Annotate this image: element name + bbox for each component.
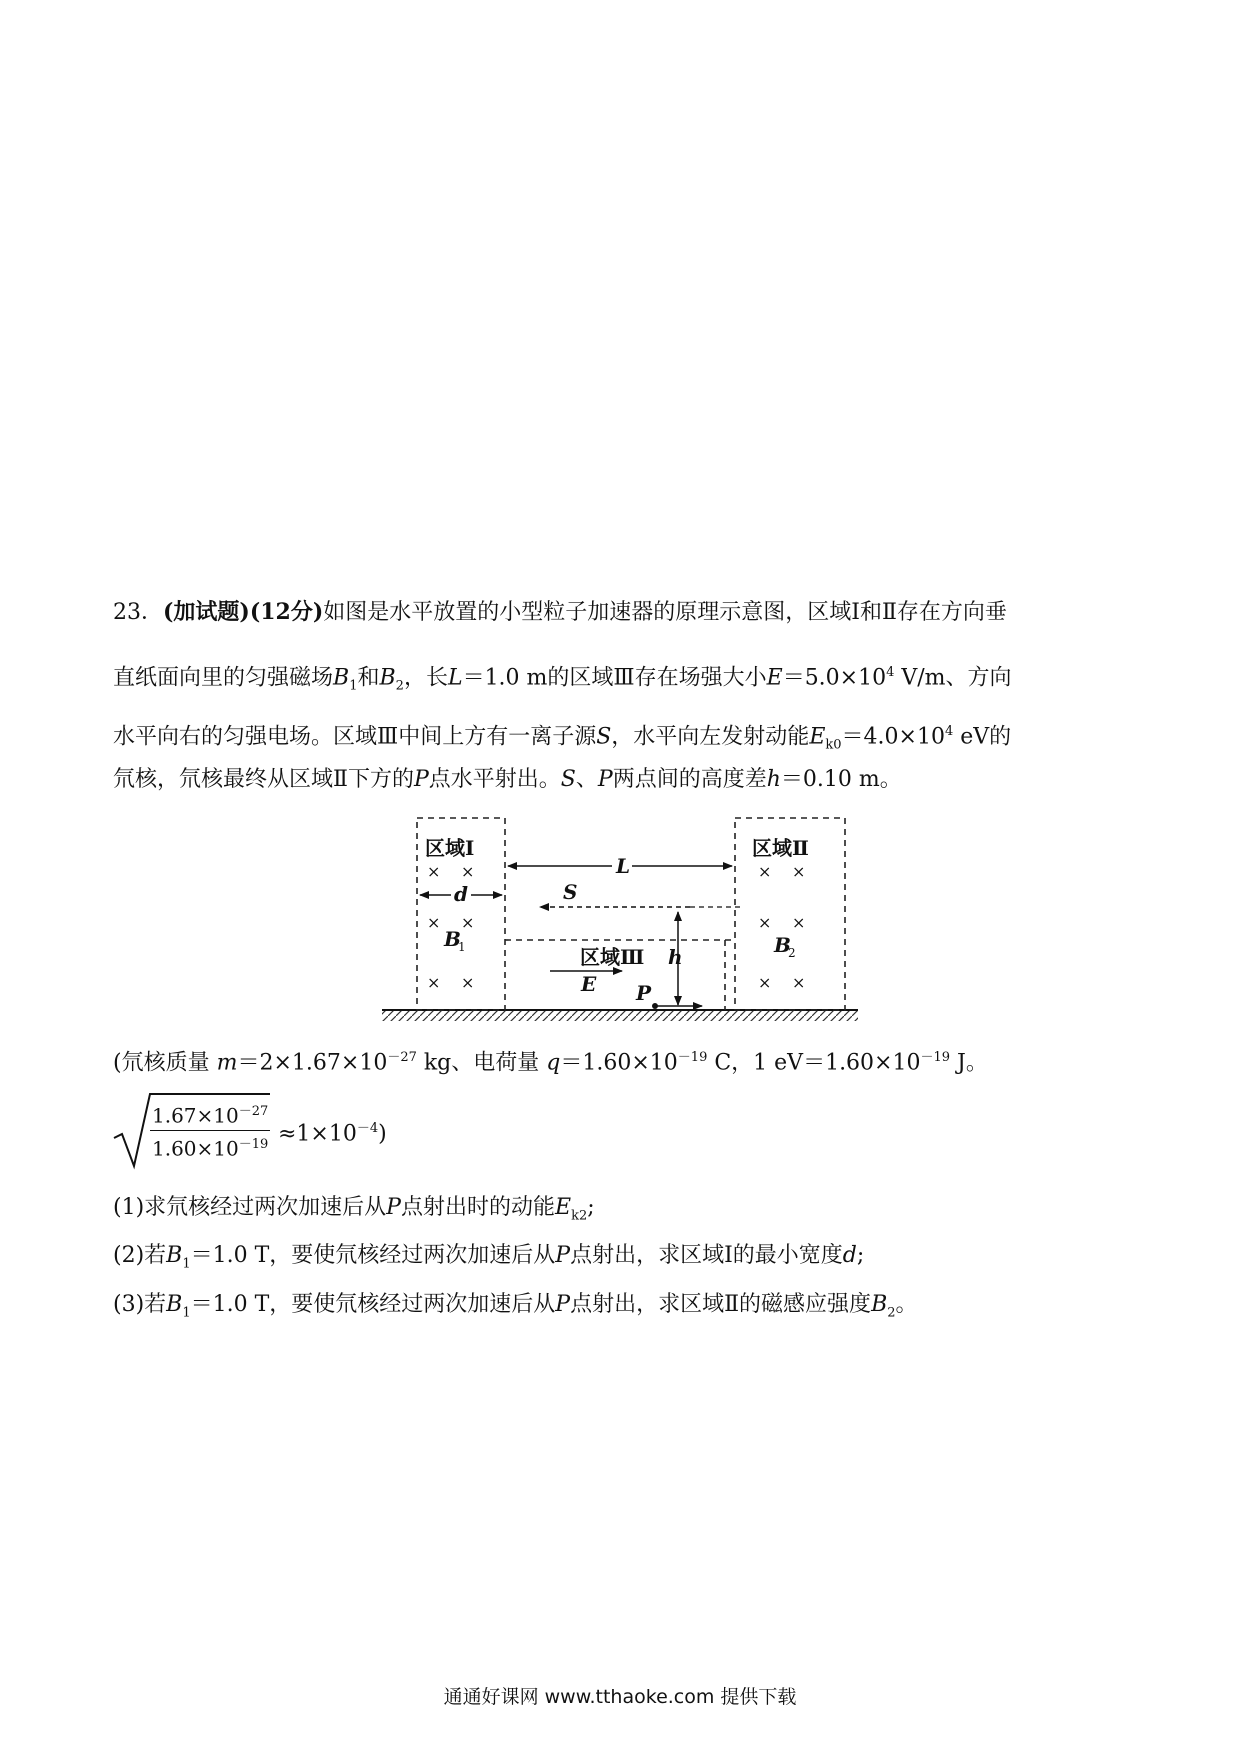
symbol: E [555,1195,572,1220]
b2-label [773,933,796,960]
cross-mark: × [427,862,441,881]
symbol: B [379,665,396,691]
given-text: ＝1.60×10 [560,1050,678,1076]
cross-mark: × [758,973,772,992]
problem-text: 两点间的高度差 [612,767,767,792]
problem-text: 点水平射出。 [428,767,561,792]
numerator-text: 1.67×10 [152,1103,239,1128]
subscript: k0 [825,737,842,753]
approximation [278,1114,387,1149]
width-d-label: d [454,882,468,906]
symbol: B [871,1292,888,1317]
region-2-field-crosses [758,862,805,992]
cross-mark: × [792,973,806,992]
exponent: －27 [238,1104,269,1119]
symbol: P [386,1195,401,1220]
symbol: E [809,724,826,750]
symbol: E [766,665,783,691]
problem-text: 水平向右的匀强电场。区域Ⅲ中间上方有一离子源 [113,724,597,750]
symbol: P [413,767,429,792]
question-text: ; [587,1195,595,1220]
symbol: P [597,767,613,792]
problem-line-3 [113,717,1133,761]
question-text: (3)若 [113,1292,167,1317]
problem-text: 、 [575,767,598,792]
exponent: －19 [920,1050,951,1065]
subscript: 1 [182,1256,191,1272]
question-text: 点射出时的动能 [400,1195,555,1220]
problem-text: V/m、方向 [894,665,1012,691]
exponent: －19 [677,1050,708,1065]
question-text: ; [856,1243,865,1268]
question-text: 点射出，求区域Ⅱ的磁感应强度 [570,1292,872,1317]
problem-line-1 [113,597,1133,628]
given-text: C，1 eV＝1.60×10 [707,1050,921,1076]
sqrt-fraction [150,1098,270,1162]
ground-hatch [382,1011,858,1021]
given-text: kg、电荷量 [416,1050,540,1076]
problem-score: (12分) [249,599,324,625]
exponent: 4 [944,724,954,739]
source-S-label: S [563,880,578,904]
problem-text: 和 [357,665,380,691]
exponent: －27 [387,1050,417,1065]
symbol: B [166,1243,183,1268]
approx-text: ≈1×10 [278,1121,357,1147]
approx-text: ) [378,1121,387,1147]
b2-subscript: 2 [788,946,796,960]
subscript: 1 [182,1305,191,1321]
problem-text: 氘核，氘核最终从区域Ⅱ下方的 [113,767,414,792]
problem-text: ，水平向左发射动能 [611,724,810,750]
given-text: ＝2×1.67×10 [237,1050,388,1076]
exponent: －19 [238,1136,269,1152]
region-3-label: 区域Ⅲ [580,945,645,969]
problem-text: 如图是水平放置的小型粒子加速器的原理示意图，区域Ⅰ和Ⅱ存在方向垂 [323,600,1007,625]
cross-mark: × [461,862,475,881]
given-data-line [113,1043,1133,1078]
subscript: 2 [395,678,404,694]
problem-line-4 [113,765,1133,795]
question-text: (2)若 [113,1243,167,1268]
cross-mark: × [792,862,806,881]
problem-tag: (加试题) [163,599,250,625]
question-text: ＝1.0 T，要使氘核经过两次加速后从 [190,1243,556,1268]
cross-mark: × [427,973,441,992]
fraction-denominator [150,1131,270,1163]
symbol: h [766,767,781,792]
field-E-label: E [581,972,597,996]
question-text: ＝1.0 T，要使氘核经过两次加速后从 [190,1292,556,1317]
problem-line-2 [113,658,1133,702]
symbol: L [447,665,463,691]
symbol: P [555,1243,571,1268]
b1-letter: B [444,927,461,951]
denominator-text: 1.60×10 [152,1136,239,1161]
subscript: 2 [887,1305,896,1321]
cross-mark: × [792,913,806,932]
region-2-label: 区域Ⅱ [752,836,809,860]
question-text: 。 [895,1292,918,1317]
given-text: (氘核质量 [113,1050,210,1076]
symbol: B [333,665,350,691]
question-text: (1)求氘核经过两次加速后从 [113,1195,387,1220]
problem-text: 直纸面向里的匀强磁场 [113,665,334,691]
subscript: k2 [571,1208,588,1224]
region-1-label: 区域Ⅰ [425,836,475,860]
problem-text: ＝0.10 m。 [780,767,902,792]
symbol: S [560,767,576,792]
b2-letter: B [774,933,791,957]
length-L-label: L [616,854,631,878]
exponent: 4 [886,665,895,680]
symbol: S [596,724,612,750]
fraction-numerator [150,1098,270,1131]
problem-text: ＝1.0 m的区域Ⅲ存在场强大小 [462,665,767,691]
question-1 [113,1193,1133,1231]
symbol: m [216,1050,238,1076]
subscript: 1 [349,678,358,694]
page-footer: 通通好课网 www.tthaoke.com 提供下载 [443,1686,797,1708]
b1-subscript: 1 [458,940,466,954]
symbol: B [166,1292,183,1317]
cross-mark: × [461,973,475,992]
cross-mark: × [758,913,772,932]
accelerator-diagram [380,800,860,1030]
exponent: －4 [356,1121,379,1136]
cross-mark: × [461,913,475,932]
problem-number: 23． [113,600,163,625]
height-h-label: h [668,945,683,969]
given-text: J。 [950,1050,988,1076]
problem-text: ＝4.0×10 [841,724,945,750]
problem-text: eV的 [953,724,1012,750]
problem-text: ，长 [403,665,448,691]
question-2 [113,1241,1133,1279]
cross-mark: × [427,913,441,932]
question-3 [113,1290,1133,1328]
question-text: 点射出，求区域Ⅰ的最小宽度 [570,1243,843,1268]
cross-mark: × [758,862,772,881]
symbol: q [546,1050,561,1076]
point-P-label: P [636,981,652,1005]
problem-text: ＝5.0×10 [782,665,887,691]
symbol: P [555,1292,571,1317]
symbol: d [842,1243,857,1268]
